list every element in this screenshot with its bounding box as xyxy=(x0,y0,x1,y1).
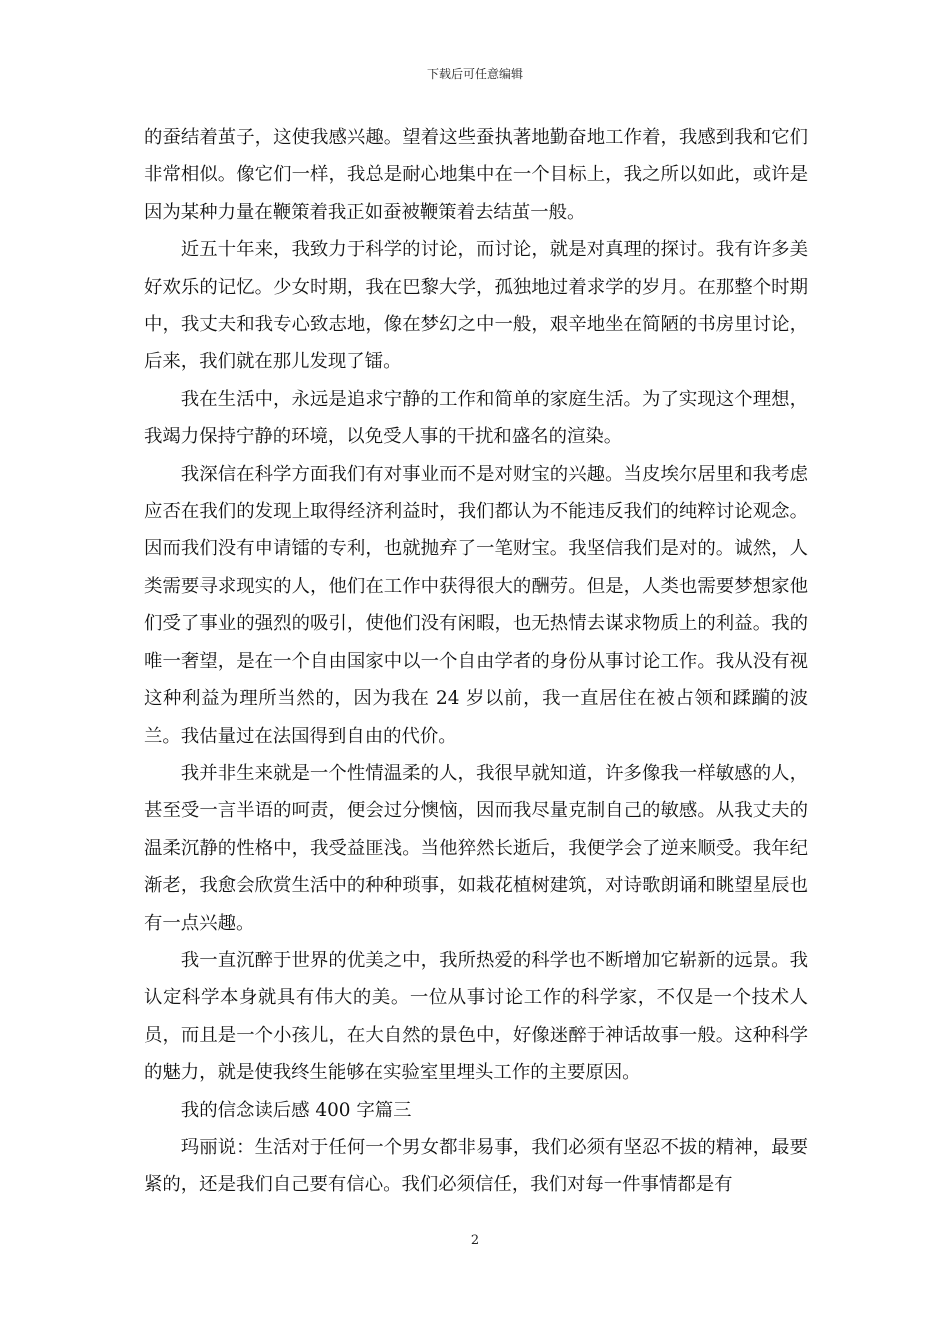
paragraph-4: 我深信在科学方面我们有对事业而不是对财宝的兴趣。当皮埃尔居里和我考虑应否在我们的发现上取得经济利益时，我们都认为不能违反我们的纯粹讨论观念。因而我们没有申请镭的专利，也就抛弃了一笔财宝。我坚信我们是对的。诚然，人类需要寻求现实的人，他们在工作中获得很大的酬劳。但是，人类也需要梦想家他们受了事业的强烈的吸引，使他们没有闲暇，也无热情去谋求物质上的利益。我的唯一奢望，是在一个自由国家中以一个自由学者的身份从事讨论工作。我从没有视这种利益为理所当然的，因为我在 24 岁以前，我一直居住在被占领和蹂躏的波兰。我估量过在法国得到自由的代价。 xyxy=(144,463,808,747)
document-body xyxy=(144,119,808,1204)
paragraph-7: 玛丽说：生活对于任何一个男女都非易事，我们必须有坚忍不拔的精神，最要紧的，还是我们自己要有信心。我们必须信任，我们对每一件事情都是有 xyxy=(144,1136,808,1196)
section-heading: 我的信念读后感 400 字篇三 xyxy=(180,1099,412,1121)
page-header: 下载后可任意编辑 xyxy=(426,67,523,81)
paragraph-6: 我一直沉醉于世界的优美之中，我所热爱的科学也不断增加它崭新的远景。我认定科学本身就具有伟大的美。一位从事讨论工作的科学家，不仅是一个技术人员，而且是一个小孩儿，在大自然的景色中，好像迷醉于神话故事一般。这种科学的魅力，就是使我终生能够在实验室里埋头工作的主要原因。 xyxy=(144,949,808,1084)
paragraph-5: 我并非生来就是一个性情温柔的人，我很早就知道，许多像我一样敏感的人，甚至受一言半语的呵责，便会过分懊恼，因而我尽量克制自己的敏感。从我丈夫的温柔沉静的性格中，我受益匪浅。当他猝然长逝后，我便学会了逆来顺受。我年纪渐老，我愈会欣赏生活中的种种琐事，如栽花植树建筑，对诗歌朗诵和眺望星辰也有一点兴趣。 xyxy=(144,762,808,934)
paragraph-3: 我在生活中，永远是追求宁静的工作和简单的家庭生活。为了实现这个理想，我竭力保持宁静的环境，以免受人事的干扰和盛名的渲染。 xyxy=(144,388,808,448)
page-number: 2 xyxy=(470,1233,480,1248)
paragraph-2: 近五十年来，我致力于科学的讨论，而讨论，就是对真理的探讨。我有许多美好欢乐的记忆。少女时期，我在巴黎大学，孤独地过着求学的岁月。在那整个时期中，我丈夫和我专心致志地，像在梦幻之中一般，艰辛地坐在简陋的书房里讨论，后来，我们就在那儿发现了镭。 xyxy=(144,239,808,373)
paragraph-1: 的蚕结着茧子，这使我感兴趣。望着这些蚕执著地勤奋地工作着，我感到我和它们非常相似。像它们一样，我总是耐心地集中在一个目标上，我之所以如此，或许是因为某种力量在鞭策着我正如蚕被鞭策着去结茧一般。 xyxy=(144,127,808,223)
